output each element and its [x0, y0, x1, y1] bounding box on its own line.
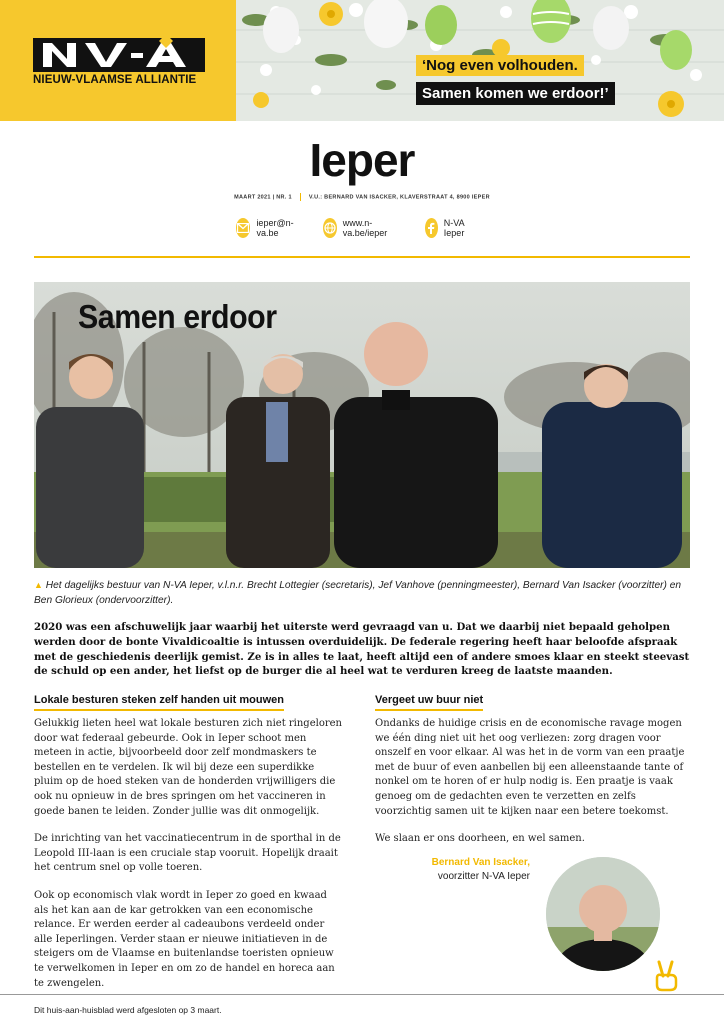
right-column-heading: Vergeet uw buur niet — [375, 694, 483, 711]
peace-hand-icon — [652, 960, 680, 992]
logo-subtitle: NIEUW-VLAAMSE ALLIANTIE — [33, 74, 197, 86]
left-column — [34, 690, 344, 1004]
left-column-heading: Lokale besturen steken zelf handen uit mouwen — [34, 694, 284, 711]
footer-divider — [0, 994, 724, 995]
slogan-line-2: Samen komen we erdoor!’ — [416, 82, 615, 105]
photo-title: Samen erdoor — [78, 298, 277, 335]
issue-info — [0, 193, 724, 201]
left-paragraph-1: Gelukkig lieten heel wat lokale besturen zich niet ringeloren door wat federaal gebeurde. Ook in Ieper schoot men meteen in actie, bijvoorbeeld door zelf mondmaskers te bestellen en te verdelen. Ik wil bij deze een superdikke pluim op de hoed steken van de honderden vrijwilligers die ook nu opnieuw in de bres springen om het vaccineren in goede banen te leiden. Zonder jullie was dit onmogelijk. — [34, 718, 342, 817]
left-paragraph-2: De inrichting van het vaccinatiecentrum in de sporthal in de Leopold III-laan is een cruciale stap vooruit. Hopelijk draait het centrum snel op volle toeren. — [34, 833, 341, 874]
right-column — [375, 690, 685, 860]
separator — [300, 193, 301, 201]
left-paragraph-3: Ook op economisch vlak wordt in Ieper zo goed en kwaad als het kan aan de kar getrokken van een economische relance. Er werden eerder al cadeaubons verdeeld onder alle Ieperlingen. Verder staan er nieuwe initiatieven in de steigers om de Vlaamse en buitenlandse toeristen opnieuw te verwelkomen in Ieper en om zo de handel en horeca aan te zwengelen. — [34, 889, 335, 989]
lead-paragraph: 2020 was een afschuwelijk jaar waarbij het uiterste werd gevraagd van u. Dat we daarbij niet bepaald geholpen werden door de bonte Vivaldicoaltie is intussen overduidelijk. De federale regering heeft haar beloofde afspraak met de geschiedenis deerlijk gemist. Ze is in alles te laat, heeft altijd een of andere smoes klaar en steekt steevast de schuld op een ander, het liefst op de burger die al heel wat te verduren kreeg de laatste maanden. — [34, 621, 690, 678]
signature — [402, 856, 530, 884]
facebook-icon — [425, 218, 438, 238]
nva-logo — [33, 38, 205, 72]
contact-email-text: ieper@n-va.be — [256, 218, 294, 238]
page-title: Ieper — [309, 134, 415, 186]
header — [0, 0, 724, 121]
chairman-portrait — [546, 857, 660, 971]
contact-website-text: www.n-va.be/ieper — [342, 218, 388, 238]
contact-email[interactable] — [236, 216, 299, 240]
photo-caption — [34, 578, 690, 608]
footer-note: Dit huis-aan-huisblad werd afgesloten op 3 maart. — [34, 1005, 222, 1015]
right-paragraph-2: We slaan er ons doorheen, en wel samen. — [375, 833, 585, 845]
divider — [34, 256, 690, 258]
issue-number: MAART 2021 | NR. 1 — [234, 194, 292, 201]
contact-facebook-text: N-VA Ieper — [443, 218, 465, 238]
triangle-icon: ▲ — [34, 580, 43, 590]
publisher-info: V.U.: BERNARD VAN ISACKER, KLAVERSTRAAT 4, 8900 IEPER — [308, 194, 490, 201]
slogan-line-1: ‘Nog even volhouden. — [416, 55, 584, 76]
logo-panel — [0, 0, 236, 121]
contact-facebook[interactable] — [425, 216, 472, 240]
right-paragraph-1: Ondanks de huidige crisis en de economische ravage mogen we één ding niet uit het oog verliezen: zorg dragen voor onszelf en voor elkaar. Al was het in de vorm van een praatje met de buur of even aanbellen bij een alleenstaande tante of nonkel om te horen of er hulp nodig is. Een praatje is vaak genoeg om de gedachten even te verzetten en zelfs voorzichtig samen uit te kijken naar een betere toekomst. — [375, 718, 685, 817]
contact-website[interactable] — [323, 216, 394, 240]
photo-caption-text: Het dagelijks bestuur van N-VA Ieper, v.l.n.r. Brecht Lottegier (secretaris), Jef Vanhove (penningmeester), Bernard Van Isacker (voorzitter) en Ben Glorieux (ondervoorzitter). — [34, 580, 682, 606]
signature-name: Bernard Van Isacker, — [431, 857, 530, 868]
email-icon — [236, 218, 250, 238]
globe-icon — [323, 218, 337, 238]
signature-role: voorzitter N-VA Ieper — [437, 871, 530, 882]
